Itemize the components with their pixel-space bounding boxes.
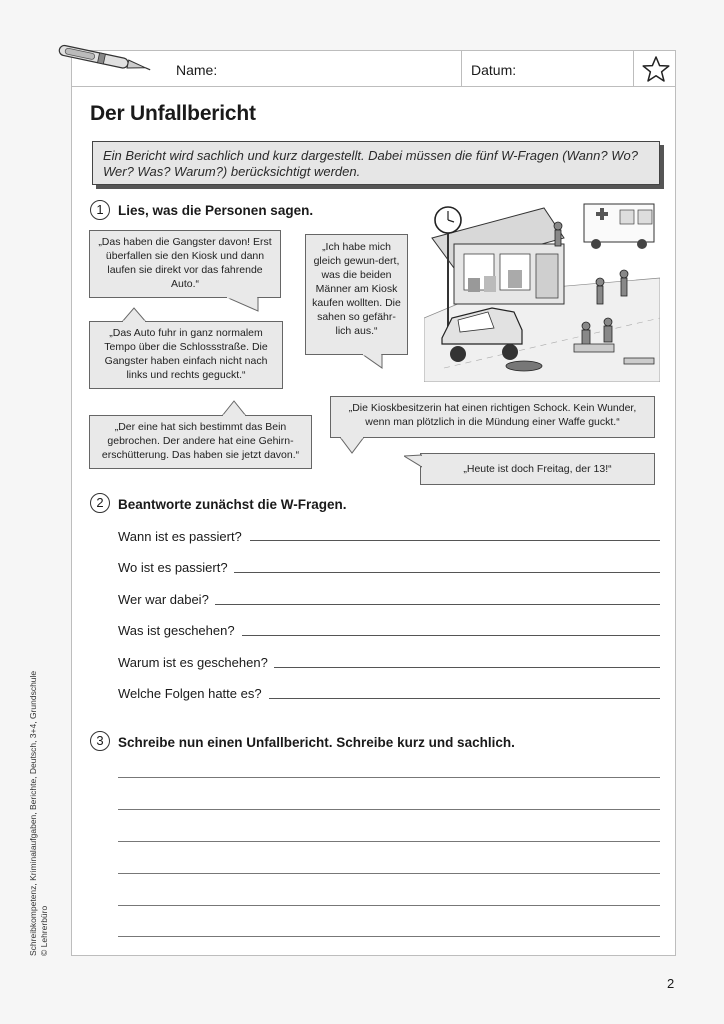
- writing-line[interactable]: [118, 777, 660, 778]
- speech-bubble: „Ich habe mich gleich gewun-dert, was die beiden Männer am Kiosk kaufen wollten. Die sahen so gefähr-lich aus.“: [305, 234, 408, 355]
- question-label: Wann ist es passiert?: [118, 529, 242, 544]
- header-divider: [633, 51, 634, 87]
- speech-bubble-tail: [120, 306, 148, 322]
- question-label: Wo ist es passiert?: [118, 560, 228, 575]
- task-instruction: Lies, was die Personen sagen.: [118, 203, 314, 218]
- side-credit-line: © Lehrerbüro: [39, 905, 49, 956]
- answer-line[interactable]: [234, 572, 660, 573]
- task-number: 3: [90, 731, 110, 751]
- task-instruction: Schreibe nun einen Unfallbericht. Schreibe kurz und sachlich.: [118, 735, 515, 750]
- name-label: Name:: [176, 62, 218, 78]
- question-label: Was ist geschehen?: [118, 623, 235, 638]
- writing-line[interactable]: [118, 905, 660, 906]
- speech-bubble: „Die Kioskbesitzerin hat einen richtigen Schock. Kein Wunder, wenn man plötzlich in die Mündung einer Waffe guckt.“: [330, 396, 655, 438]
- speech-bubble: „Das haben die Gangster davon! Erst überfallen sie den Kiosk und dann laufen sie direkt vor das fahrende Auto.“: [89, 230, 281, 298]
- speech-bubble: „Das Auto fuhr in ganz normalem Tempo über die Schlossstraße. Die Gangster haben einfach nicht nach links und rechts geguckt.“: [89, 321, 283, 389]
- task-number: 1: [90, 200, 110, 220]
- accident-illustration: [424, 198, 660, 382]
- speech-bubble: „Heute ist doch Freitag, der 13!“: [420, 453, 655, 485]
- side-credit: [28, 671, 50, 956]
- task-number: 2: [90, 493, 110, 513]
- speech-bubble-tail: [226, 297, 260, 313]
- date-label: Datum:: [471, 62, 517, 78]
- star-icon: [641, 55, 671, 83]
- speech-bubble: „Der eine hat sich bestimmt das Bein gebrochen. Der andere hat eine Gehirn-erschütterung. Das haben sie jetzt davon.“: [89, 415, 312, 469]
- speech-bubble-tail: [338, 437, 366, 455]
- question-label: Warum ist es geschehen?: [118, 655, 268, 670]
- writing-line[interactable]: [118, 841, 660, 842]
- header-divider: [461, 51, 462, 87]
- answer-line[interactable]: [269, 698, 660, 699]
- side-credit-line: Schreibkompetenz, Kriminalaufgaben, Berichte, Deutsch, 3+4, Grundschule: [28, 670, 38, 956]
- question-label: Welche Folgen hatte es?: [118, 686, 262, 701]
- writing-line[interactable]: [118, 936, 660, 937]
- answer-line[interactable]: [215, 604, 660, 605]
- speech-bubble-tail: [404, 453, 422, 469]
- answer-line[interactable]: [274, 667, 660, 668]
- task-instruction: Beantworte zunächst die W-Fragen.: [118, 497, 347, 512]
- page-number: 2: [667, 976, 675, 991]
- writing-line[interactable]: [118, 809, 660, 810]
- speech-bubble-tail: [362, 354, 384, 370]
- page-title: Der Unfallbericht: [90, 102, 256, 125]
- writing-line[interactable]: [118, 873, 660, 874]
- answer-line[interactable]: [242, 635, 660, 636]
- pen-icon: [54, 44, 154, 78]
- answer-line[interactable]: [250, 540, 660, 541]
- intro-box: Ein Bericht wird sachlich und kurz dargestellt. Dabei müssen die fünf W-Fragen (Wann? Wo? Wer? Was? Warum?) berücksichtigt werden.: [92, 141, 660, 185]
- question-label: Wer war dabei?: [118, 592, 209, 607]
- speech-bubble-tail: [220, 399, 248, 416]
- header-bar: [72, 51, 675, 87]
